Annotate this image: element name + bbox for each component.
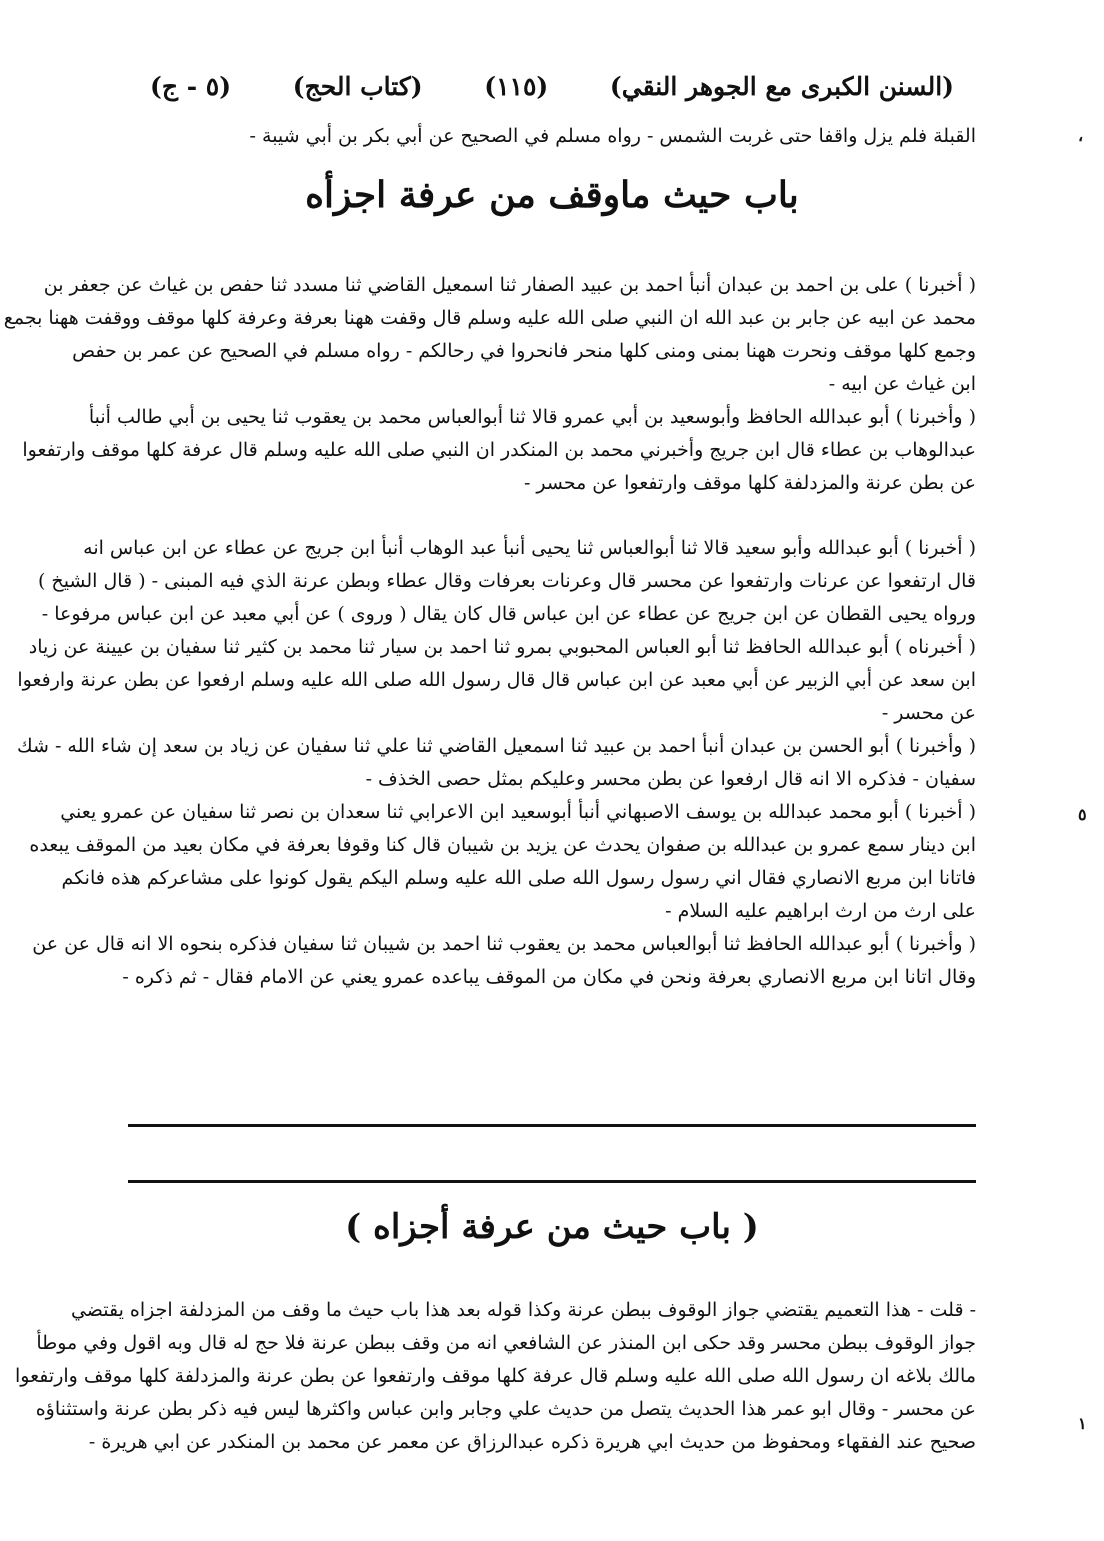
text-line: ( وأخبرنا ) أبو الحسن بن عبدان أنبأ احمد بن عبيد ثنا اسمعيل القاضي ثنا علي ثنا سفيان عن زياد بن سعد إن شاء الله - شك bbox=[16, 735, 976, 757]
page-number: (١١٥) bbox=[484, 71, 549, 101]
text-line: ( وأخبرنا ) أبو عبدالله الحافظ وأبوسعيد بن أبي عمرو قالا ثنا أبوالعباس محمد بن يعقوب ثنا يحيى بن أبي طالب أنبأ bbox=[88, 406, 976, 428]
commentary-line: جواز الوقوف ببطن محسر وقد حكى ابن المنذر عن الشافعي انه من وقف ببطن عرنة فلا حج له قال وبه اقول وفي موطأ bbox=[36, 1332, 976, 1354]
text-line: عن محسر - bbox=[881, 702, 976, 724]
running-header bbox=[150, 66, 954, 106]
margin-mark: ، bbox=[1078, 126, 1084, 145]
text-line: ( وأخبرنا ) أبو عبدالله الحافظ ثنا أبوالعباس محمد بن يعقوب ثنا احمد بن شيبان ثنا سفيان فذكره بنحوه الا انه قال عن عن bbox=[32, 933, 976, 955]
text-line: وقال اتانا ابن مربع الانصاري بعرفة ونحن في مكان من الموقف يباعده عمرو يعني عن الامام فقال - ثم ذكره - bbox=[122, 966, 976, 988]
text-line: عبدالوهاب بن عطاء قال ابن جريج وأخبرني محمد بن المنكدر ان النبي صلى الله عليه وسلم قال عرفة كلها موقف وارتفعوا bbox=[22, 439, 976, 461]
text-line: ورواه يحيى القطان عن ابن جريج عن عطاء عن ابن عباس قال كان يقال ( وروى ) عن أبي معبد عن ابن عباس مرفوعا - bbox=[41, 603, 976, 625]
margin-mark: ١ bbox=[1078, 1414, 1087, 1433]
divider-rule bbox=[128, 1180, 976, 1183]
intro-line: القبلة فلم يزل واقفا حتى غربت الشمس - رواه مسلم في الصحيح عن أبي بكر بن أبي شيبة - bbox=[249, 125, 976, 147]
text-line: سفيان - فذكره الا انه قال ارفعوا عن بطن محسر وعليكم بمثل حصى الخذف - bbox=[365, 768, 976, 790]
book-title: (السنن الكبرى مع الجوهر النقي) bbox=[609, 71, 954, 101]
text-line: ( أخبرناه ) أبو عبدالله الحافظ ثنا أبو العباس المحبوبي بمرو ثنا احمد بن سيار ثنا محمد بن كثير ثنا سفيان بن عيينة عن زياد bbox=[28, 636, 976, 658]
text-line: ( أخبرنا ) على بن احمد بن عبدان أنبأ احمد بن عبيد الصفار ثنا اسمعيل القاضي ثنا مسدد ثنا حفص بن غياث عن جعفر بن bbox=[43, 274, 976, 296]
commentary-line: - قلت - هذا التعميم يقتضي جواز الوقوف ببطن عرنة وكذا قوله بعد هذا باب حيث ما وقف من المزدلفة اجزاه يقتضي bbox=[70, 1299, 976, 1321]
commentary-line: عن محسر - وقال ابو عمر هذا الحديث يتصل من حديث علي وجابر وابن عباس واكثرها ليس فيه ذكر بطن عرنة واستثناؤه bbox=[35, 1398, 976, 1420]
text-line: ( أخبرنا ) أبو عبدالله وأبو سعيد قالا ثنا أبوالعباس ثنا يحيى أنبأ عبد الوهاب أنبأ ابن جريج عن عطاء عن ابن عباس انه bbox=[83, 537, 976, 559]
text-line: ابن غياث عن ابيه - bbox=[828, 373, 976, 395]
commentary-line: صحيح عند الفقهاء ومحفوظ من حديث ابي هريرة ذكره عبدالرزاق عن معمر عن محمد بن المنكدر عن ابي هريرة - bbox=[88, 1431, 976, 1453]
commentary-line: مالك بلاغه ان رسول الله صلى الله عليه وسلم قال عرفة كلها موقف وارتفعوا عن بطن عرنة والمزدلفة كلها موقف وارتفعوا bbox=[15, 1365, 976, 1387]
text-line: وجمع كلها موقف ونحرت ههنا بمنى ومنى كلها منحر فانحروا في رحالكم - رواه مسلم في الصحيح عن عمر بن حفص bbox=[72, 340, 976, 362]
text-line: قال ارتفعوا عن عرنات وارتفعوا عن محسر قال وعرنات بعرفات وقال عطاء وبطن عرنة الذي فيه المبنى - ( قال الشيخ ) bbox=[37, 570, 976, 592]
divider-rule bbox=[128, 1124, 976, 1127]
text-line: ابن دينار سمع عمرو بن عبدالله بن صفوان يحدث عن يزيد بن شيبان قال كنا وقوفا بعرفة في مكان بعيد من الموقف يبعده bbox=[29, 834, 976, 856]
margin-mark: ٥ bbox=[1078, 805, 1087, 824]
text-line: ( أخبرنا ) أبو محمد عبدالله بن يوسف الاصبهاني أنبأ أبوسعيد ابن الاعرابي ثنا سعدان بن نصر ثنا سفيان عن عمرو يعني bbox=[60, 801, 976, 823]
text-line: على ارث من ارث ابراهيم عليه السلام - bbox=[665, 900, 976, 922]
text-line: عن بطن عرنة والمزدلفة كلها موقف وارتفعوا عن محسر - bbox=[523, 472, 976, 494]
text-line: محمد عن ابيه عن جابر بن عبد الله ان النبي صلى الله عليه وسلم قال وقفت ههنا بعرفة وعرفة كلها موقف ووقفت ههنا بجمع bbox=[3, 307, 976, 329]
text-line: ابن سعد عن أبي الزبير عن أبي معبد عن ابن عباس قال قال رسول الله صلى الله عليه وسلم ارفعوا عن بطن عرنة وارفعوا bbox=[17, 669, 976, 691]
commentary-title: ( باب حيث من عرفة أجزاه ) bbox=[345, 1207, 759, 1247]
text-line: فاتانا ابن مربع الانصاري فقال اني رسول رسول الله صلى الله عليه وسلم اليكم يقول كونوا على مشاعركم هذه فانكم bbox=[61, 867, 976, 889]
main-section-title: باب حيث ماوقف من عرفة اجزأه bbox=[305, 174, 799, 216]
chapter-title: (كتاب الحج) bbox=[292, 71, 423, 101]
volume-label: (٥ - ج) bbox=[150, 71, 232, 101]
